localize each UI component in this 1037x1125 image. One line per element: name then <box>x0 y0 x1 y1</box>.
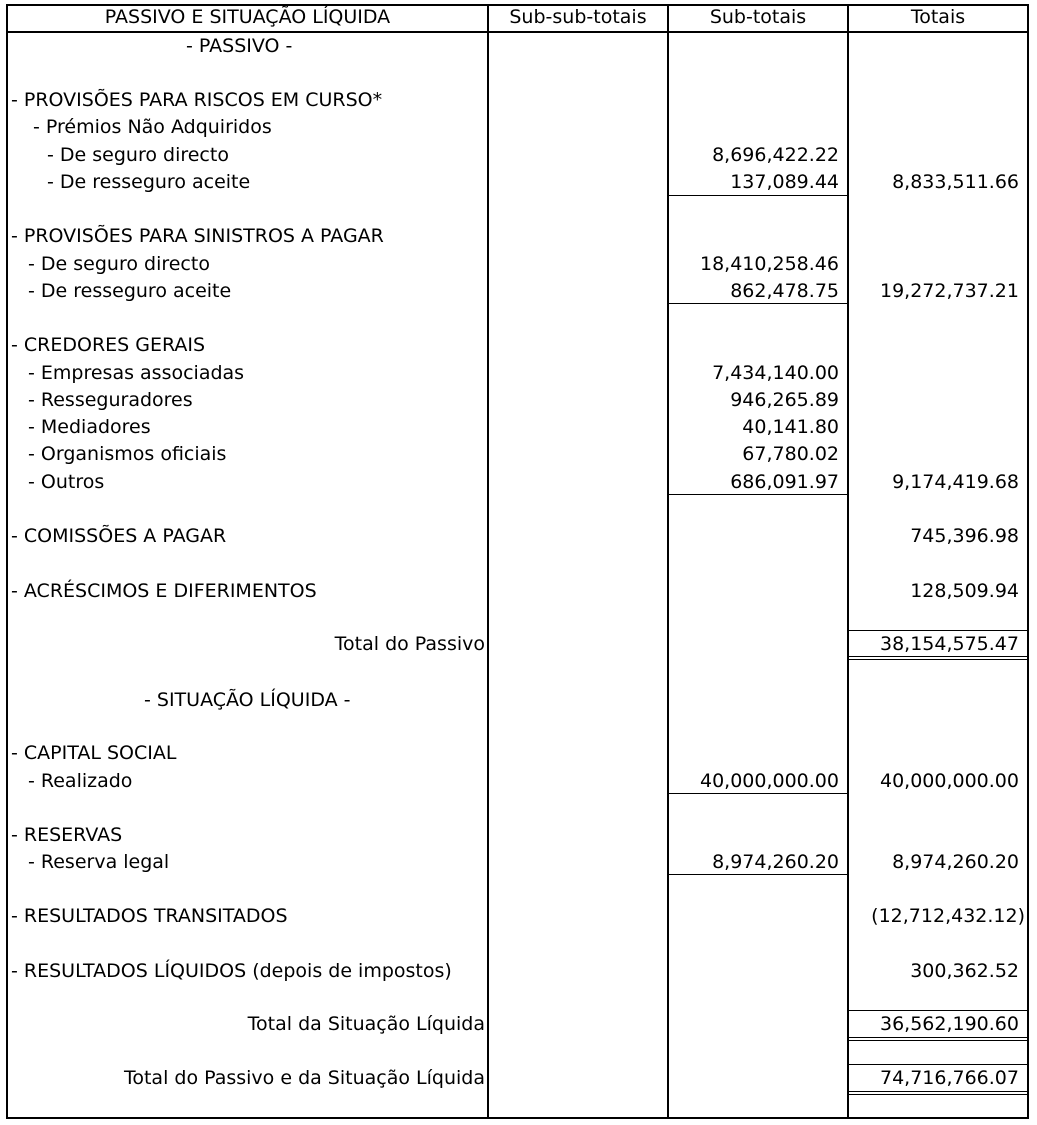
section-title-situacao-liquida: - SITUAÇÃO LÍQUIDA - <box>144 689 351 711</box>
section-heading: - RESULTADOS TRANSITADOS <box>11 905 288 927</box>
subtotal-value: 946,265.89 <box>730 389 839 411</box>
total-situacao-liquida-value: 36,562,190.60 <box>879 1013 1019 1035</box>
column-header-sub-sub-totals: Sub-sub-totais <box>509 6 647 28</box>
subtotal-value: 7,434,140.00 <box>712 362 839 384</box>
total-value: (12,712,432.12) <box>871 905 1025 927</box>
row-label: - Reserva legal <box>28 851 170 873</box>
total-value: 19,272,737.21 <box>879 280 1019 302</box>
grand-total-label: Total do Passivo e da Situação Líquida <box>123 1067 485 1089</box>
row-label: - Outros <box>28 471 105 493</box>
row-label: - De resseguro aceite <box>28 280 232 302</box>
column-header-description: PASSIVO E SITUAÇÃO LÍQUIDA <box>104 6 391 28</box>
section-heading: - COMISSÕES A PAGAR <box>11 525 227 547</box>
subtotal-value: 40,141.80 <box>742 416 839 438</box>
total-double-underline <box>849 1040 1027 1041</box>
total-value: 128,509.94 <box>910 580 1019 602</box>
column-header-sub-totals: Sub-totais <box>709 6 807 28</box>
total-value: 9,174,419.68 <box>892 471 1019 493</box>
total-value: 745,396.98 <box>910 525 1019 547</box>
column-divider-1 <box>487 4 489 1119</box>
section-heading: - PROVISÕES PARA SINISTROS A PAGAR <box>11 225 384 247</box>
total-value: 8,974,260.20 <box>892 851 1019 873</box>
subtotal-value: 686,091.97 <box>730 471 839 493</box>
row-label: - Organismos oficiais <box>28 443 227 465</box>
subtotal-value: 8,696,422.22 <box>712 144 839 166</box>
total-passivo-label: Total do Passivo <box>334 633 485 655</box>
section-heading: - CREDORES GERAIS <box>11 334 206 356</box>
row-label: - Prémios Não Adquiridos <box>33 116 272 138</box>
total-double-underline <box>849 1094 1027 1095</box>
section-heading: - RESERVAS <box>11 824 123 846</box>
header-divider <box>6 31 1029 33</box>
table-border-bottom <box>6 1117 1029 1119</box>
grand-total-value: 74,716,766.07 <box>879 1067 1019 1089</box>
table-border-right <box>1027 4 1029 1119</box>
section-heading: - PROVISÕES PARA RISCOS EM CURSO* <box>11 89 383 111</box>
section-heading: - ACRÉSCIMOS E DIFERIMENTOS <box>11 580 317 602</box>
row-label: - De seguro directo <box>47 144 229 166</box>
total-value: 300,362.52 <box>910 960 1019 982</box>
total-value: 40,000,000.00 <box>879 770 1019 792</box>
row-label: - De resseguro aceite <box>47 171 251 193</box>
subtotal-value: 137,089.44 <box>730 171 839 193</box>
column-header-totals: Totais <box>910 6 966 28</box>
table-border-left <box>6 4 8 1119</box>
subtotal-value: 862,478.75 <box>730 280 839 302</box>
row-label: - Resseguradores <box>28 389 193 411</box>
total-value: 8,833,511.66 <box>892 171 1019 193</box>
total-situacao-liquida-label: Total da Situação Líquida <box>247 1013 485 1035</box>
subtotal-value: 67,780.02 <box>742 443 839 465</box>
subtotal-value: 18,410,258.46 <box>699 253 839 275</box>
row-label: - Realizado <box>28 770 133 792</box>
total-passivo-value: 38,154,575.47 <box>879 633 1019 655</box>
section-heading: - CAPITAL SOCIAL <box>11 742 177 764</box>
row-label: - Mediadores <box>28 416 151 438</box>
section-title-passivo: - PASSIVO - <box>186 35 293 57</box>
row-label: - Empresas associadas <box>28 362 245 384</box>
subtotal-value: 8,974,260.20 <box>712 851 839 873</box>
subtotal-value: 40,000,000.00 <box>699 770 839 792</box>
total-double-underline <box>849 659 1027 660</box>
section-heading: - RESULTADOS LÍQUIDOS (depois de impostos) <box>11 960 452 982</box>
row-label: - De seguro directo <box>28 253 210 275</box>
